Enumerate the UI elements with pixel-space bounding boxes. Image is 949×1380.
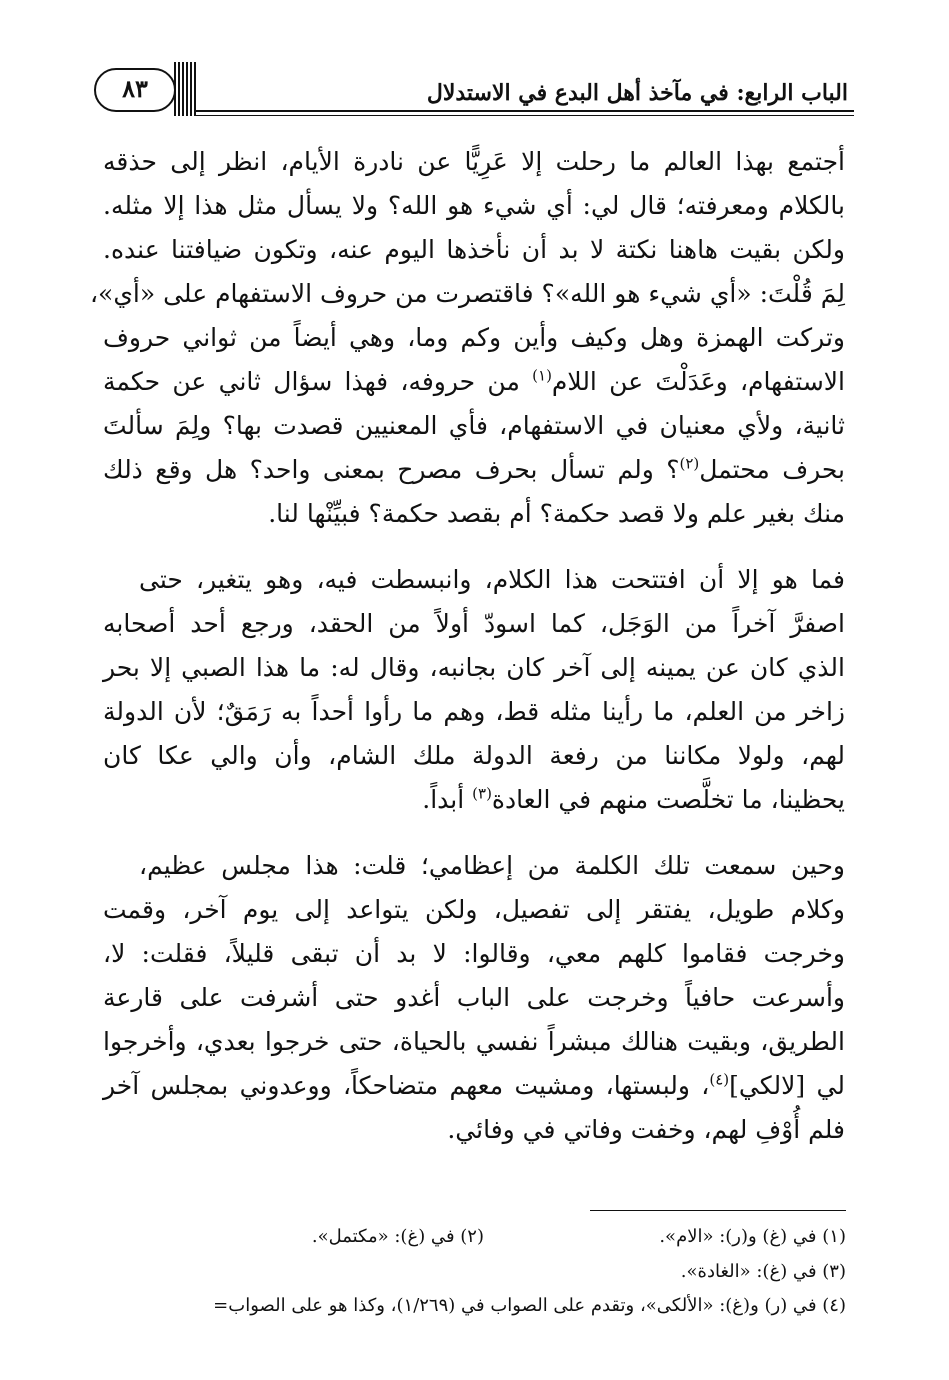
text-line — [103, 448, 845, 492]
text-line: وحين سمعت تلك الكلمة من إعظامي؛ قلت: هذا مجلس عظيم، — [139, 851, 845, 880]
text-line: وتركت الهمزة وهل وكيف وأين وكم وما، وهي أيضاً من ثواني حروف — [103, 323, 845, 352]
text-run: أبداً. — [422, 785, 473, 814]
header-rule — [194, 110, 854, 112]
text-line: أجتمع بهذا العالم ما رحلت إلا عَرِيًّا عن نادرة الأيام، انظر إلى حذقه — [103, 147, 845, 176]
footnote-1: (١) في (غ) و(ر): «الام». — [659, 1226, 846, 1247]
footnote-separator — [590, 1210, 846, 1211]
text-line: لهم، ولولا مكاننا من رفعة الدولة ملك الشام، وأن والي عكا كان — [103, 741, 845, 770]
footnote-reference[interactable]: (٤) — [709, 1070, 730, 1089]
footnote-4: (٤) في (ر) و(غ): «الألكى»، وتقدم على الصواب في (١/٢٦٩)، وكذا هو على الصواب= — [213, 1295, 846, 1316]
text-run: ؟ ولم تسأل بحرف مصرح بمعنى واحد؟ هل وقع ذلك — [103, 455, 680, 484]
text-line — [103, 778, 845, 822]
footnote-reference[interactable]: (٣) — [472, 784, 492, 803]
text-line — [103, 1064, 845, 1108]
text-run: لي [لالكي] — [729, 1071, 845, 1100]
text-line: فما هو إلا أن افتتحت هذا الكلام، وانبسطت فيه، وهو يتغير، حتى — [139, 565, 845, 594]
text-run: يحظينا، ما تخلَّصت منهم في العادة — [491, 785, 845, 814]
text-run: ، ولبستها، ومشيت معهم متضاحكاً، ووعدوني بمجلس آخر — [103, 1071, 710, 1100]
text-line — [103, 360, 845, 404]
page-header — [94, 62, 854, 120]
text-line: بالكلام ومعرفته؛ قال لي: أي شيء هو الله؟ ولا يسأل مثل هذا إلا مثله. — [103, 191, 845, 220]
text-line: زاخر من العلم، ما رأينا مثله قط، وهم ما رأوا أحداً به رَمَقٌ؛ لأن الدولة — [103, 697, 845, 726]
text-line: فلم أُوْفِ لهم، وخفت وفاتي في وفائي. — [447, 1115, 845, 1144]
text-line: وأسرعت حافياً وخرجت على الباب أغدو حتى أشرفت على قارعة — [103, 983, 845, 1012]
text-line: الطريق، وبقيت هنالك مبشراً نفسي بالحياة، حتى خرجوا بعدي، وأخرجوا — [103, 1027, 845, 1056]
text-run: الاستفهام، وعَدَلْتَ عن اللام — [551, 367, 845, 396]
footnote-3: (٣) في (غ): «الغادة». — [680, 1261, 846, 1282]
footnote-reference[interactable]: (١) — [532, 366, 552, 385]
text-line: الذي كان عن يمينه إلى آخر كان بجانبه، وقال له: ما هذا الصبي إلا بحر — [103, 653, 845, 682]
header-rule-thin — [194, 115, 854, 116]
page-number: ٨٣ — [122, 74, 148, 103]
text-line: اصفرَّ آخراً من الوَجَل، كما اسودّ أولاً من الحقد، ورجع أحد أصحابه — [103, 609, 845, 638]
page-number-badge — [94, 68, 176, 112]
footnote-2: (٢) في (غ): «مكتمل». — [311, 1226, 484, 1247]
running-head: الباب الرابع: في مآخذ أهل البدع في الاستدلال — [426, 80, 848, 106]
text-run: من حروفه، فهذا سؤال ثاني عن حكمة — [103, 367, 533, 396]
text-line: ولكن بقيت هاهنا نكتة لا بد أن نأخذها اليوم عنه، وتكون ضيافتنا عنده. — [103, 235, 845, 264]
text-run: بحرف محتمل — [699, 455, 845, 484]
text-line: لِمَ قُلْتَ: «أي شيء هو الله»؟ فاقتصرت من حروف الاستفهام على «أي»، — [89, 279, 845, 308]
header-ornament — [174, 62, 196, 116]
footnote-reference[interactable]: (٢) — [679, 454, 700, 473]
text-line: وكلام طويل، يفتقر إلى تفصيل، ولكن يتواعد إلى يوم آخر، وقمت — [103, 895, 845, 924]
text-line: ثانية، ولأي معنيان في الاستفهام، فأي المعنيين قصدت بها؟ ولِمَ سألتَ — [103, 411, 845, 440]
text-line: منك بغير علم ولا قصد حكمة؟ أم بقصد حكمة؟ فبيِّنْها لنا. — [268, 499, 845, 528]
text-line: وخرجت فقاموا كلهم معي، وقالوا: لا بد أن تبقى قليلاً، فقلت: لا، — [103, 939, 845, 968]
